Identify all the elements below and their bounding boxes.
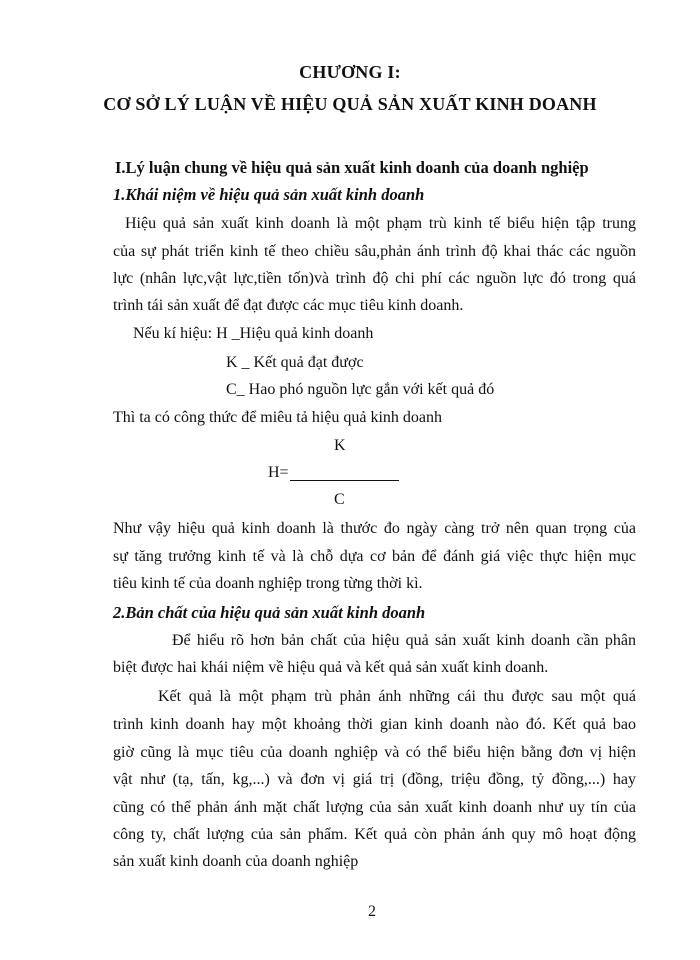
para4-line-2: trình kinh doanh hay một khoảng thời gian kinh doanh nào đó. Kết quả bao [113, 716, 636, 733]
para4-line-3: giờ cũng là mục tiêu của doanh nghiệp và có thể biểu hiện bằng đơn vị hiện [113, 744, 636, 761]
para4-line-5: cũng có thể phản ánh mặt chất lượng của sản xuất kinh doanh như uy tín của [113, 799, 636, 816]
para3-line-1: Để hiểu rõ hơn bản chất của hiệu quả sản xuất kinh doanh cần phân [172, 632, 636, 649]
para4-line-4: vật như (tạ, tấn, kg,...) và đơn vị giá trị (đồng, triệu đồng, tỷ đồng,...) hay [113, 771, 636, 788]
symbol-c: C_ Hao phó nguồn lực gắn với kết quả đó [226, 381, 495, 398]
para3-line-2: biệt được hai khái niệm về hiệu quả và kết quả sản xuất kinh doanh. [113, 659, 549, 676]
para1-line-3: lực (nhân lực,vật lực,tiền tốn)và trình độ chi phí các nguồn lực đó trong quá [113, 270, 636, 287]
page-number: 2 [368, 903, 376, 920]
chapter-title: CƠ SỞ LÝ LUẬN VỀ HIỆU QUẢ SẢN XUẤT KINH DOANH [103, 94, 597, 114]
para4-line-7: sản xuất kinh doanh của doanh nghiệp [113, 853, 359, 870]
chapter-label: CHƯƠNG I: [299, 62, 401, 82]
formula-intro: Thì ta có công thức để miêu tả hiệu quả kinh doanh [113, 409, 443, 426]
symbol-k: K _ Kết quả đạt được [226, 354, 364, 371]
para4-line-6: công ty, chất lượng của sản phẩm. Kết quả còn phản ánh quy mô hoạt động [113, 826, 636, 843]
para2-line-1: Như vậy hiệu quả kinh doanh là thước đo ngày càng trở nên quan trọng của [113, 520, 636, 537]
formula-lhs: H= [268, 464, 289, 481]
fraction-bar [290, 480, 399, 481]
para1-line-1: Hiệu quả sản xuất kinh doanh là một phạm trù kinh tế biểu hiện tập trung [125, 215, 636, 232]
para1-line-4: trình tái sản xuất để đạt được các mục tiêu kinh doanh. [113, 297, 464, 314]
para4-line-1: Kết quả là một phạm trù phản ánh những cái thu được sau một quá [158, 688, 636, 705]
para1-line-2: của sự phát triển kinh tế theo chiều sâu,phản ánh trình độ khai thác các nguồn [113, 243, 636, 260]
symbol-h: Nếu kí hiệu: H _Hiệu quả kinh doanh [133, 325, 374, 342]
formula-denominator: C [334, 491, 345, 508]
formula-numerator: K [334, 437, 346, 454]
para2-line-2: sự tăng trưởng kinh tế và là chỗ dựa cơ bản để đánh giá việc thực hiện mục [113, 548, 636, 565]
subsection-1-heading: 1.Khái niệm về hiệu quả sản xuất kinh doanh [113, 185, 425, 204]
subsection-2-heading: 2.Bản chất của hiệu quả sản xuất kinh doanh [113, 603, 426, 622]
section-heading: I.Lý luận chung về hiệu quả sản xuất kinh doanh của doanh nghiệp [115, 158, 589, 177]
para2-line-3: tiêu kinh tế của doanh nghiệp trong từng thời kì. [113, 575, 423, 592]
